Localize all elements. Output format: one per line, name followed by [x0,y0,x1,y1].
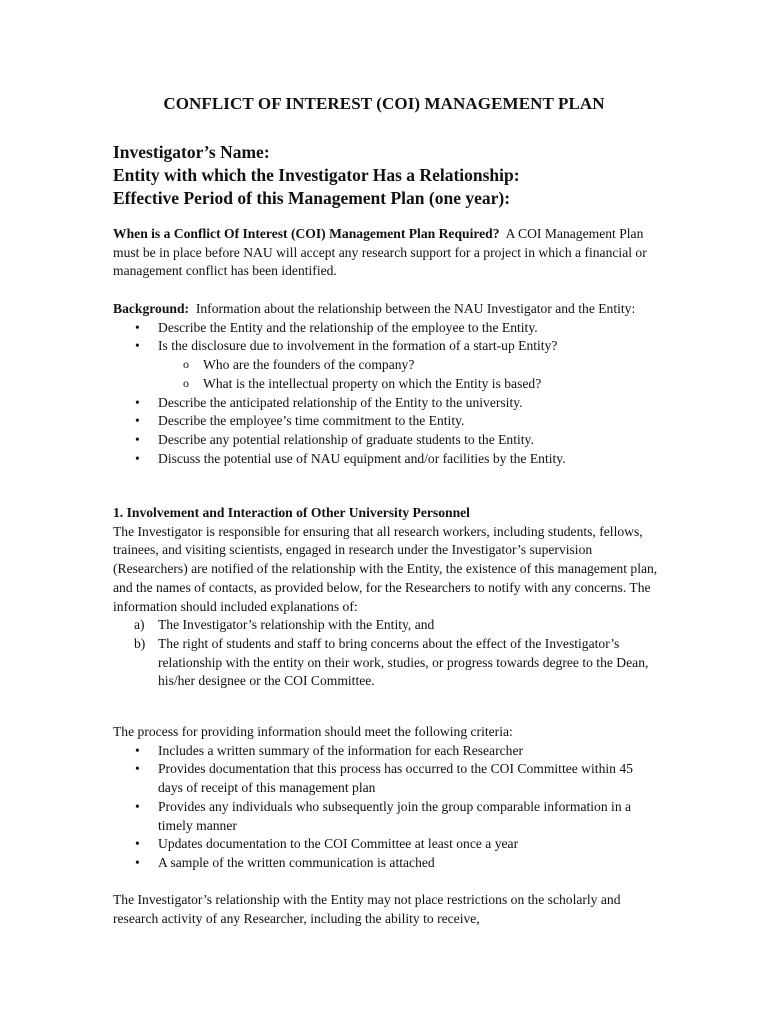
criteria-bullet: • Includes a written summary of the information for each Researcher [113,742,658,761]
item-text: The Investigator’s relationship with the Entity, and [158,617,435,633]
background-sub-bullet: o What is the intellectual property on which the Entity is based? [113,375,658,394]
when-required-section [113,225,658,281]
section1-paragraph: The Investigator is responsible for ensuring that all research workers, including students, fellows, trainees, and visiting scientists, engaged in research under the Investigator’s supervision (Researchers) are notified of the relationship with the Entity, the existence of this management plan, and the names of contacts, as provided below, for the Researchers to notify with any concerns. The information should included explanations of: [113,523,658,614]
closing-section [113,891,658,928]
personnel-section [113,504,658,691]
background-sub-bullet: o Who are the founders of the company? [113,356,658,375]
background-bullet: • Is the disclosure due to involvement in the formation of a start-up Entity? [113,337,658,356]
section1-heading: 1. Involvement and Interaction of Other University Personnel [113,505,470,520]
closing-paragraph: The Investigator’s relationship with the Entity may not place restrictions on the scholarly and research activity of any Researcher, including the ability to receive, [113,892,621,926]
document-title: CONFLICT OF INTEREST (COI) MANAGEMENT PLAN [163,94,605,113]
background-bullet: • Describe any potential relationship of graduate students to the Entity. [113,431,658,450]
criteria-intro: The process for providing information should meet the following criteria: [113,724,513,739]
background-bullet: • Discuss the potential use of NAU equipment and/or facilities by the Entity. [113,450,658,469]
criteria-bullet: • Provides documentation that this process has occurred to the COI Committee within 45 days of receipt of this management plan [113,760,658,797]
when-required-heading: When is a Conflict Of Interest (COI) Management Plan Required? [113,226,500,241]
criteria-bullet: • Provides any individuals who subsequently join the group comparable information in a timely manner [113,798,658,835]
entity-field: Entity with which the Investigator Has a Relationship: [113,165,520,185]
background-bullet: • Describe the anticipated relationship of the Entity to the university. [113,394,658,413]
effective-period-field: Effective Period of this Management Plan (one year): [113,188,511,208]
when-required-text: A COI Management Plan must be in place before NAU will accept any research support for a project in which a financial or management conflict has been identified. [113,226,647,279]
header-fields [113,141,520,210]
explanation-item [113,635,658,691]
background-bullet: • Describe the employee’s time commitment to the Entity. [113,412,658,431]
investigator-name-field: Investigator’s Name: [113,142,270,162]
background-heading: Background: [113,301,190,316]
item-marker: a) [134,617,145,633]
criteria-bullet: • A sample of the written communication is attached [113,854,658,873]
background-section [113,300,658,468]
criteria-section [113,723,658,873]
background-text: Information about the relationship between the NAU Investigator and the Entity: [195,301,636,316]
criteria-bullet: • Updates documentation to the COI Committee at least once a year [113,835,658,854]
item-marker: b) [134,635,146,651]
background-bullet: • Describe the Entity and the relationship of the employee to the Entity. [113,319,658,338]
item-text: The right of students and staff to bring concerns about the effect of the Investigator’s relationship with the entity on their work, studies, or progress towards degree to the Dean, his/her designee or the COI Committee. [158,635,649,689]
explanation-item [113,616,658,635]
